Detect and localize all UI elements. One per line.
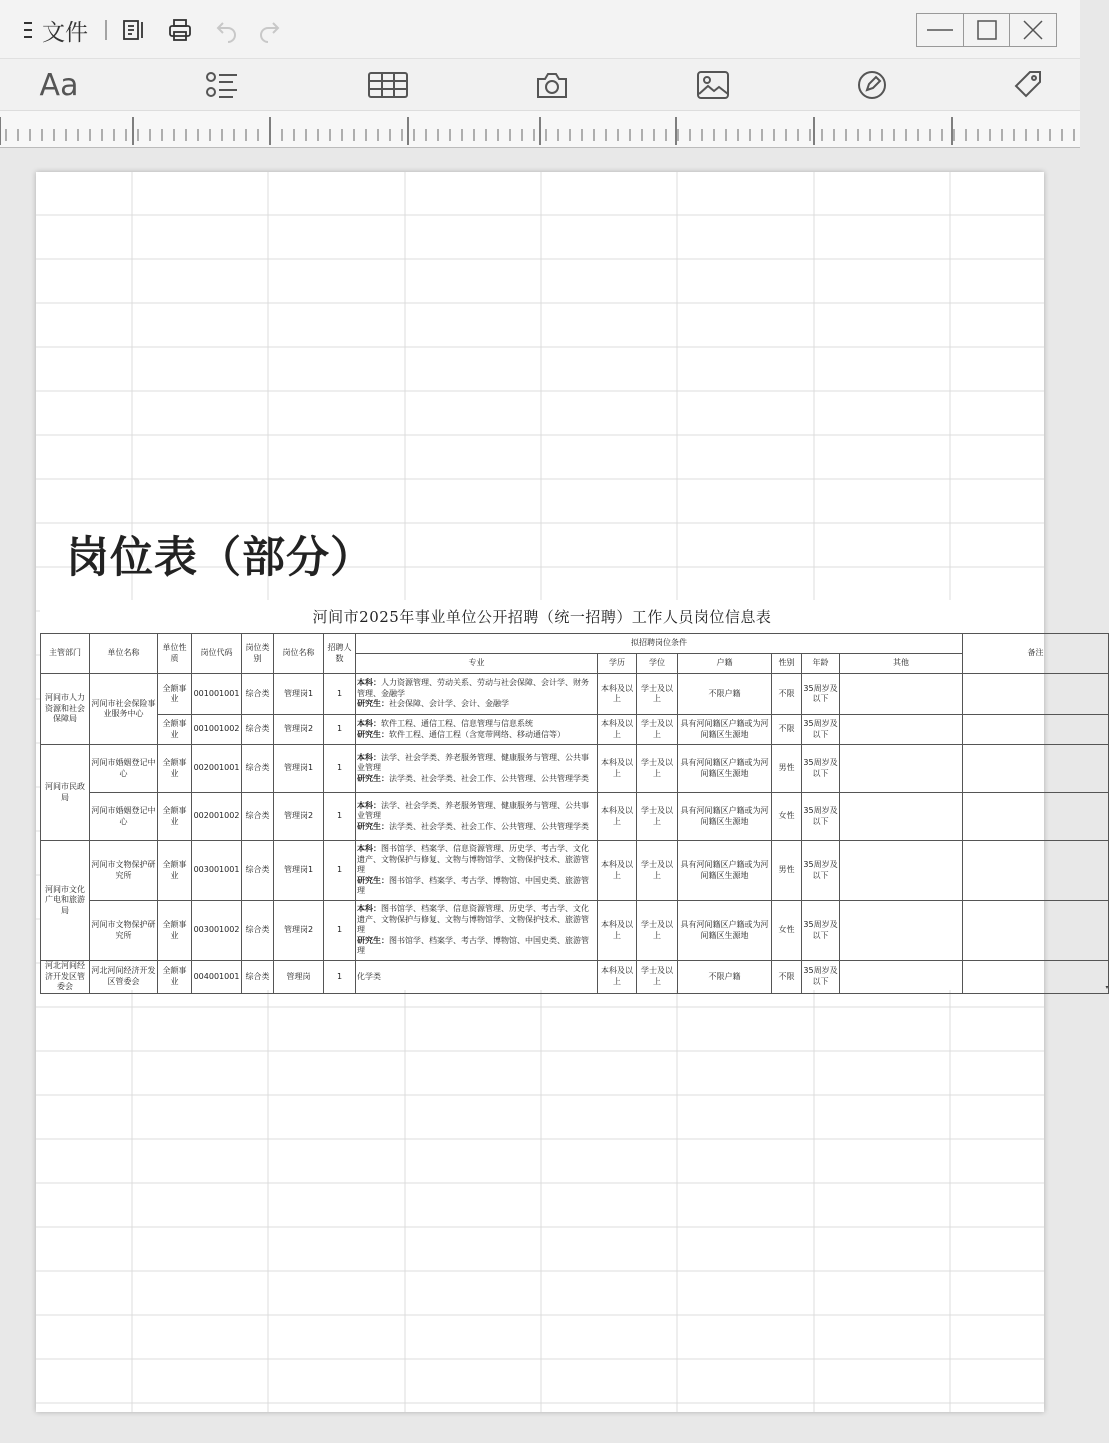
- table-icon[interactable]: [367, 67, 409, 103]
- header-conditions: 拟招聘岗位条件: [356, 634, 963, 654]
- close-icon[interactable]: [1010, 14, 1056, 46]
- edu-cell: 本科及以上: [598, 841, 637, 901]
- post-cell: 管理岗1: [274, 745, 324, 793]
- count-cell: 1: [324, 793, 356, 841]
- degree-cell: 学士及以上: [637, 674, 678, 715]
- category-cell: 综合类: [242, 715, 274, 745]
- major-cell: 化学类: [356, 961, 598, 994]
- yan-label: 研究生：: [357, 773, 389, 783]
- huji-cell: 具有河间籍区户籍或为河间籍区生源地: [678, 793, 772, 841]
- remark-cell: [963, 961, 1109, 994]
- dept-cell: 河间市民政局: [41, 745, 90, 841]
- major-cell: [356, 674, 598, 715]
- age-cell: 35周岁及以下: [802, 901, 840, 961]
- degree-cell: 学士及以上: [637, 961, 678, 994]
- header-major: 专业: [356, 654, 598, 674]
- nature-cell: 全额事业: [158, 841, 192, 901]
- nature-cell: 全额事业: [158, 745, 192, 793]
- age-cell: 35周岁及以下: [802, 841, 840, 901]
- huji-cell: 不限户籍: [678, 674, 772, 715]
- unit-cell: 河北河间经济开发区管委会: [90, 961, 158, 994]
- image-icon[interactable]: [695, 67, 731, 103]
- other-cell: [840, 745, 963, 793]
- header-nature: [158, 634, 192, 674]
- ben-majors: 法学、社会学类、养老服务管理、健康服务与管理、公共事业管理: [357, 752, 589, 773]
- header-post-label: 岗位名称: [282, 648, 315, 658]
- header-unit-label: 单位名称: [107, 648, 140, 658]
- count-cell: 1: [324, 745, 356, 793]
- post-cell: 管理岗: [274, 961, 324, 994]
- nature-cell: 全额事业: [158, 715, 192, 745]
- code-cell: 004001001: [192, 961, 242, 994]
- header-post: [274, 634, 324, 674]
- header-unit: [90, 634, 158, 674]
- header-huji: 户籍: [678, 654, 772, 674]
- sheet-page: [36, 172, 1109, 1412]
- other-cell: [840, 961, 963, 994]
- major-cell: [356, 901, 598, 961]
- count-cell: 1: [324, 901, 356, 961]
- yan-majors: 法学类、社会学类、社会工作、公共管理、公共管理学类: [389, 821, 589, 831]
- category-cell: 综合类: [242, 745, 274, 793]
- ruler-ticks: [0, 111, 1080, 147]
- header-category: [242, 634, 274, 674]
- count-cell: 1: [324, 961, 356, 994]
- unit-cell: 河间市文物保护研究所: [90, 901, 158, 961]
- minimize-icon[interactable]: [917, 14, 964, 46]
- ben-label: 本科：: [357, 719, 381, 728]
- header-count: [324, 634, 356, 674]
- huji-cell: 具有河间籍区户籍或为河间籍区生源地: [678, 841, 772, 901]
- post-cell: 管理岗1: [274, 841, 324, 901]
- unit-cell: 河间市文物保护研究所: [90, 841, 158, 901]
- gender-cell: 男性: [772, 841, 802, 901]
- gender-cell: 女性: [772, 793, 802, 841]
- age-cell: 35周岁及以下: [802, 745, 840, 793]
- degree-cell: 学士及以上: [637, 841, 678, 901]
- degree-cell: 学士及以上: [637, 715, 678, 745]
- header-code: [192, 634, 242, 674]
- table-row: [41, 841, 1109, 901]
- major-cell: [356, 841, 598, 901]
- table-title: 河间市2025年事业单位公开招聘（统一招聘）工作人员岗位信息表: [312, 608, 772, 626]
- pen-icon[interactable]: [854, 67, 890, 103]
- age-cell: 35周岁及以下: [802, 674, 840, 715]
- yan-label: 研究生：: [357, 875, 389, 885]
- edu-cell: 本科及以上: [598, 901, 637, 961]
- font-button[interactable]: Aa: [39, 67, 79, 103]
- other-cell: [840, 674, 963, 715]
- yan-label: 研究生：: [357, 729, 389, 739]
- huji-cell: 具有河间籍区户籍或为河间籍区生源地: [678, 715, 772, 745]
- post-cell: 管理岗2: [274, 715, 324, 745]
- unit-cell: 河间市社会保险事业服务中心: [90, 674, 158, 745]
- huji-cell: 不限户籍: [678, 961, 772, 994]
- age-cell: 35周岁及以下: [802, 961, 840, 994]
- header-gender: 性别: [772, 654, 802, 674]
- window-controls: [916, 13, 1057, 47]
- remark-cell: [963, 674, 1109, 715]
- table-row: [41, 715, 1109, 745]
- code-cell: 001001001: [192, 674, 242, 715]
- ben-majors: 图书馆学、档案学、信息资源管理、历史学、考古学、文化遗产、文物保护与修复、文物与博物馆学、文物保护技术、旅游管理: [357, 844, 589, 875]
- nature-cell: 全额事业: [158, 961, 192, 994]
- category-cell: 综合类: [242, 674, 274, 715]
- age-cell: 35周岁及以下: [802, 715, 840, 745]
- count-cell: 1: [324, 841, 356, 901]
- file-menu[interactable]: 文件: [42, 19, 88, 46]
- ben-majors: 法学、社会学类、养老服务管理、健康服务与管理、公共事业管理: [357, 800, 589, 821]
- category-cell: 综合类: [242, 793, 274, 841]
- edu-cell: 本科及以上: [598, 961, 637, 994]
- remark-cell: [963, 841, 1109, 901]
- toolbar: [0, 58, 1080, 111]
- header-age: 年龄: [802, 654, 840, 674]
- major-cell: [356, 793, 598, 841]
- remark-cell: [963, 745, 1109, 793]
- yan-majors: 社会保障、会计学、会计、金融学: [389, 699, 509, 709]
- code-cell: 002001002: [192, 793, 242, 841]
- undo-icon[interactable]: [214, 14, 240, 46]
- yan-majors: 软件工程、通信工程（含宽带网络、移动通信等）: [389, 729, 565, 739]
- gender-cell: 不限: [772, 674, 802, 715]
- header-remark: [963, 634, 1109, 674]
- table-row: [41, 901, 1109, 961]
- edu-cell: 本科及以上: [598, 793, 637, 841]
- toolbar-divider: [104, 14, 108, 46]
- unit-cell: 河间市婚姻登记中心: [90, 793, 158, 841]
- post-cell: 管理岗2: [274, 901, 324, 961]
- dept-cell: 河间市人力资源和社会保障局: [41, 674, 90, 745]
- header-remark-label: 备注: [1027, 648, 1044, 658]
- unit-cell: 河间市婚姻登记中心: [90, 745, 158, 793]
- tag-icon[interactable]: [1010, 67, 1046, 103]
- category-cell: 综合类: [242, 901, 274, 961]
- table-row: [41, 674, 1109, 715]
- code-cell: 002001001: [192, 745, 242, 793]
- yan-majors: 图书馆学、档案学、考古学、博物馆、中国史类、旅游管理: [357, 875, 589, 896]
- yan-label: 研究生：: [357, 935, 389, 945]
- category-cell: 综合类: [242, 961, 274, 994]
- header-code-label: 岗位代码: [200, 648, 233, 658]
- yan-label: 研究生：: [357, 699, 389, 709]
- recruitment-table: [40, 633, 1109, 994]
- recruitment-table-image: [40, 600, 1109, 991]
- degree-cell: 学士及以上: [637, 793, 678, 841]
- remark-cell: [963, 715, 1109, 745]
- ben-label: 本科：: [357, 904, 381, 914]
- category-cell: 综合类: [242, 841, 274, 901]
- ben-majors: 软件工程、通信工程、信息管理与信息系统: [381, 719, 533, 728]
- degree-cell: 学士及以上: [637, 745, 678, 793]
- gender-cell: 不限: [772, 715, 802, 745]
- ben-label: 本科：: [357, 844, 381, 854]
- header-count-label: 招聘人数: [327, 643, 352, 663]
- header-other: 其他: [840, 654, 963, 674]
- maximize-icon[interactable]: [964, 14, 1011, 46]
- table-row: [41, 745, 1109, 793]
- ruler: [0, 110, 1080, 148]
- print-icon[interactable]: [167, 14, 193, 46]
- filter-arrow-icon[interactable]: ▾: [1105, 983, 1109, 991]
- gender-cell: 男性: [772, 745, 802, 793]
- age-cell: 35周岁及以下: [802, 793, 840, 841]
- edu-cell: 本科及以上: [598, 674, 637, 715]
- menu-icon[interactable]: [22, 14, 34, 46]
- code-cell: 003001001: [192, 841, 242, 901]
- yan-majors: 图书馆学、档案学、考古学、博物馆、中国史类、旅游管理: [357, 935, 589, 956]
- count-cell: 1: [324, 715, 356, 745]
- header-category-label: 岗位类别: [245, 643, 270, 663]
- other-cell: [840, 901, 963, 961]
- remark-cell: [963, 793, 1109, 841]
- yan-majors: 法学类、社会学类、社会工作、公共管理、公共管理学类: [389, 773, 589, 783]
- nature-cell: 全额事业: [158, 674, 192, 715]
- ben-label: 本科：: [357, 800, 381, 810]
- huji-cell: 具有河间籍区户籍或为河间籍区生源地: [678, 745, 772, 793]
- dept-cell: 河间市文化广电和旅游局: [41, 841, 90, 961]
- huji-cell: 具有河间籍区户籍或为河间籍区生源地: [678, 901, 772, 961]
- other-cell: [840, 841, 963, 901]
- edu-cell: 本科及以上: [598, 715, 637, 745]
- camera-icon[interactable]: [534, 67, 570, 103]
- nature-cell: 全额事业: [158, 901, 192, 961]
- major-cell: [356, 715, 598, 745]
- gender-cell: 女性: [772, 901, 802, 961]
- header-degree: 学位: [637, 654, 678, 674]
- table-row: [41, 961, 1109, 994]
- gender-cell: 不限: [772, 961, 802, 994]
- table-row: [41, 793, 1109, 841]
- ben-majors: 图书馆学、档案学、信息资源管理、历史学、考古学、文化遗产、文物保护与修复、文物与博物馆学、文物保护技术、旅游管理: [357, 904, 589, 935]
- ben-label: 本科：: [357, 678, 381, 688]
- post-cell: 管理岗2: [274, 793, 324, 841]
- redo-icon[interactable]: [256, 14, 282, 46]
- major-cell: [356, 745, 598, 793]
- header-edu: 学历: [598, 654, 637, 674]
- post-cell: 管理岗1: [274, 674, 324, 715]
- count-cell: 1: [324, 674, 356, 715]
- other-cell: [840, 793, 963, 841]
- edu-cell: 本科及以上: [598, 745, 637, 793]
- format-icon[interactable]: [122, 14, 146, 46]
- header-dept-label: 主管部门: [49, 648, 81, 658]
- title-bar: [0, 0, 1080, 58]
- list-icon[interactable]: [204, 67, 242, 103]
- code-cell: 001001002: [192, 715, 242, 745]
- code-cell: 003001002: [192, 901, 242, 961]
- yan-label: 研究生：: [357, 821, 389, 831]
- remark-cell: [963, 901, 1109, 961]
- ben-label: 本科：: [357, 752, 381, 762]
- header-nature-label: 单位性质: [162, 643, 187, 663]
- ben-majors: 人力资源管理、劳动关系、劳动与社会保障、会计学、财务管理、金融学: [357, 678, 589, 698]
- nature-cell: 全额事业: [158, 793, 192, 841]
- other-cell: [840, 715, 963, 745]
- dept-cell: 河北河间经济开发区管委会: [41, 961, 90, 994]
- degree-cell: 学士及以上: [637, 901, 678, 961]
- page-heading: 岗位表（部分）: [66, 533, 374, 583]
